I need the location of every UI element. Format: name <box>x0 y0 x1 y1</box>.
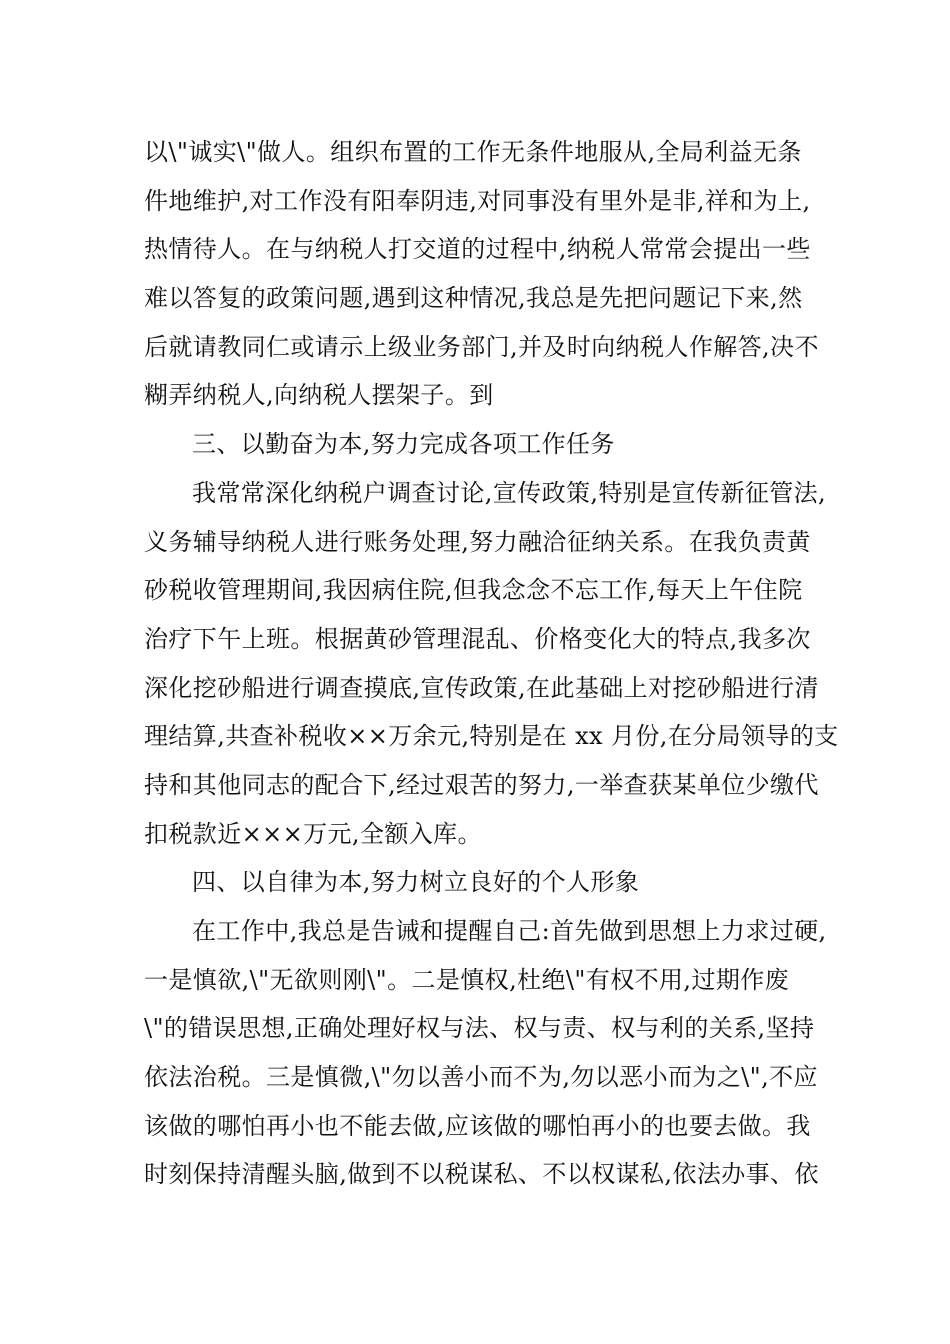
paragraph-first-line: 在工作中,我总是告诫和提醒自己:首先做到思想上力求过硬, <box>192 917 827 945</box>
text-line: 时刻保持清醒头脑,做到不以税谋私、不以权谋私,依法办事、依 <box>144 1160 819 1189</box>
text-line: 义务辅导纳税人进行账务处理,努力融洽征纳关系。在我负责黄 <box>144 527 811 556</box>
text-line: 深化挖砂船进行调查摸底,宣传政策,在此基础上对挖砂船进行清 <box>144 673 819 702</box>
text-line: 该做的哪怕再小也不能去做,应该做的哪怕再小的也要去做。我 <box>144 1111 811 1140</box>
text-line: 件地维护,对工作没有阳奉阴违,对同事没有里外是非,祥和为上, <box>144 186 811 215</box>
text-line: 持和其他同志的配合下,经过艰苦的努力,一举查获某单位少缴代 <box>144 770 819 799</box>
text-line: 依法治税。三是慎微,\"勿以善小而不为,勿以恶小而为之\",不应 <box>144 1063 818 1092</box>
text-line: 糊弄纳税人,向纳税人摆架子。到 <box>144 381 494 410</box>
text-line: 难以答复的政策问题,遇到这种情况,我总是先把问题记下来,然 <box>144 284 803 313</box>
text-line: \"的错误思想,正确处理好权与法、权与责、权与利的关系,坚持 <box>144 1014 815 1043</box>
text-line: 热情待人。在与纳税人打交道的过程中,纳税人常常会提出一些 <box>144 235 811 264</box>
text-line: 理结算,共查补税收××万余元,特别是在 xx 月份,在分局领导的支 <box>144 722 839 751</box>
text-line: 扣税款近×××万元,全额入库。 <box>144 819 482 848</box>
text-line: 以\"诚实\"做人。组织布置的工作无条件地服从,全局利益无条 <box>144 138 802 166</box>
paragraph-first-line: 我常常深化纳税户调查讨论,宣传政策,特别是宣传新征管法, <box>192 478 827 507</box>
section-heading: 三、以勤奋为本,努力完成各项工作任务 <box>192 430 615 459</box>
text-line: 治疗下午上班。根据黄砂管理混乱、价格变化大的特点,我多次 <box>144 624 811 653</box>
section-heading: 四、以自律为本,努力树立良好的个人形象 <box>192 868 640 897</box>
text-line: 一是慎欲,\"无欲则刚\"。二是慎权,杜绝\"有权不用,过期作废 <box>144 965 790 994</box>
document-body <box>144 128 839 1199</box>
text-line: 砂税收管理期间,我因病住院,但我念念不忘工作,每天上午住院 <box>144 576 803 605</box>
text-line: 后就请教同仁或请示上级业务部门,并及时向纳税人作解答,决不 <box>144 332 819 361</box>
